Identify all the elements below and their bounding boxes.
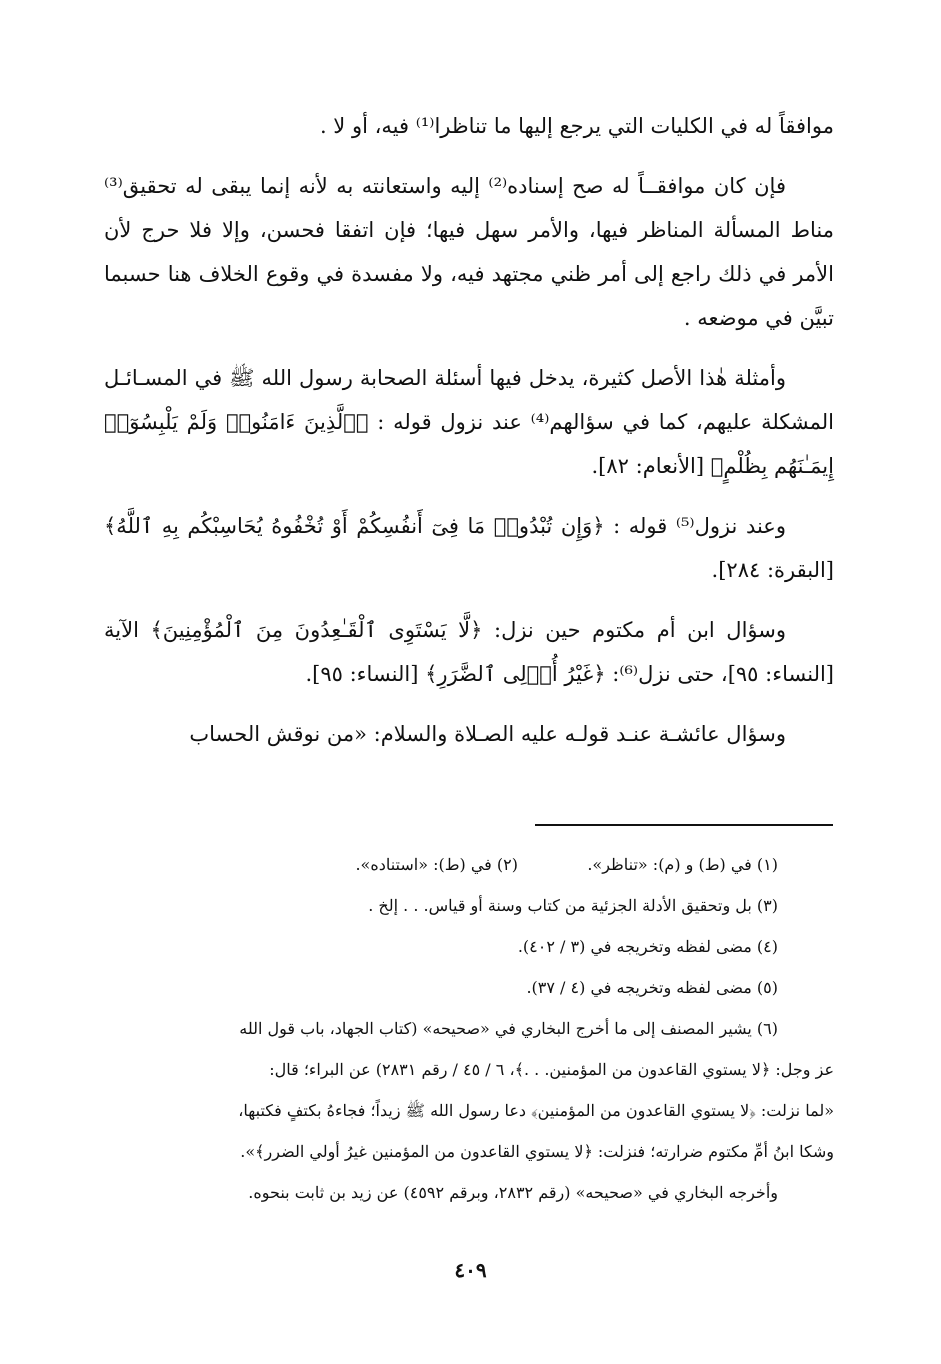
paragraph-4: وعند نزول⁽⁵⁾ قوله : ﴿وَإِن تُبْدُوا۟ مَا فِىٓ أَنفُسِكُمْ أَوْ تُخْفُوهُ يُحَاسِبْكُم بِهِ ٱللَّهُ﴾ [البقرة: ٢٨٤]. bbox=[104, 514, 834, 582]
paragraph-2: فإن كان موافقــاً له صح إسناده⁽²⁾ إليه واستعانته به لأنه إنما يبقى له تحقيق⁽³⁾ مناط المسألة المناظر فيها، والأمر سهل فيها؛ فإن اتفقا فحسن، وإلا فلا حرج لأن الأمر في ذلك راجع إلى أمر ظني مجتهد فيه، ولا مفسدة في وقوع الخلاف هنا حسبما تبيَّن في موضعه . bbox=[104, 174, 834, 330]
footnote-1: (١) في (ط) و (م): «تناظر». bbox=[587, 855, 778, 874]
paragraph-1: موافقاً له في الكليات التي يرجع إليها ما تناظرا⁽¹⁾ فيه، أو لا . bbox=[319, 114, 834, 138]
footnote-6-line-1: (٦) يشير المصنف إلى ما أخرج البخاري في «صحيحه» (كتاب الجهاد، باب قول الله bbox=[239, 1019, 778, 1038]
footnote-separator bbox=[535, 824, 833, 826]
page-number: ٤٠٩ bbox=[454, 1258, 487, 1282]
footnote-2: (٢) في (ط): «استناده». bbox=[355, 855, 518, 874]
footnote-6-line-4: وشكا ابنُ أمِّ مكتوم ضرارته؛ فنزلت: ﴿لا يستوي القاعدون من المؤمنين غيرُ أولي الضرر﴾». bbox=[240, 1142, 834, 1161]
footnote-row-1-2 bbox=[104, 844, 834, 885]
paragraph-3: وأمثلة هٰذا الأصل كثيرة، يدخل فيها أسئلة الصحابة رسول الله ﷺ في المسـائـل المشكلة عليهم، كما في سؤالهم⁽⁴⁾ عند نزول قوله : ﴿ٱلَّذِينَ ءَامَنُوا۟ وَلَمْ يَلْبِسُوٓا۟ إِيمَـٰنَهُم بِظُلْمٍ﴾ [الأنعام: ٨٢]. bbox=[104, 366, 834, 478]
paragraph-5: وسؤال ابن أم مكتوم حين نزل: ﴿لَّا يَسْتَوِى ٱلْقَـٰعِدُونَ مِنَ ٱلْمُؤْمِنِينَ﴾ الآية [النساء: ٩٥]، حتى نزل⁽⁶⁾: ﴿غَيْرُ أُو۟لِى ٱلضَّرَرِ﴾ [النساء: ٩٥]. bbox=[104, 618, 834, 686]
footnote-5: (٥) مضى لفظه وتخريجه في (٤ / ٣٧). bbox=[526, 978, 778, 997]
footnote-6-line-5: وأخرجه البخاري في «صحيحه» (رقم ٢٨٣٢، وبرقم ٤٥٩٢) عن زيد بن ثابت بنحوه. bbox=[248, 1183, 778, 1202]
footnote-3: (٣) بل وتحقيق الأدلة الجزئية من كتاب وسنة أو قياس. . . إلخ . bbox=[368, 896, 778, 915]
main-text bbox=[104, 104, 834, 772]
paragraph-6: وسؤال عائشـة عنـد قولـه عليه الصـلاة والسلام: «من نوقش الحساب bbox=[189, 722, 786, 746]
footnote-6-line-3: «لما نزلت: ﴿لا يستوي القاعدون من المؤمنين﴾ دعا رسول الله ﷺ زيداً؛ فجاءهُ بكتفٍ فكتبها، bbox=[238, 1101, 834, 1120]
footnote-6-line-2: عز وجل: ﴿لا يستوي القاعدون من المؤمنين. . .﴾، ٦ / ٤٥ / رقم ٢٨٣١) عن البراء؛ قال: bbox=[269, 1060, 834, 1079]
footnote-4: (٤) مضى لفظه وتخريجه في (٣ / ٤٠٢). bbox=[517, 937, 778, 956]
footnotes bbox=[104, 844, 834, 1213]
